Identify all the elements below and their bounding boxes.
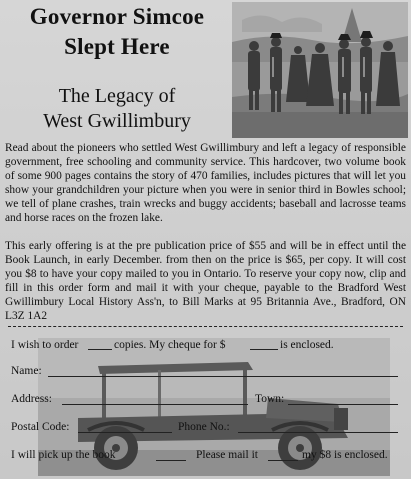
- phone-blank[interactable]: [238, 432, 398, 433]
- mail-blank[interactable]: [268, 460, 298, 461]
- copies-blank[interactable]: [88, 349, 112, 350]
- address-label: Address:: [11, 393, 52, 405]
- phone-label: Phone No.:: [178, 421, 230, 433]
- cheque-amount-blank[interactable]: [250, 349, 278, 350]
- order-prefix-label: I wish to order: [11, 339, 79, 351]
- postal-code-label: Postal Code:: [11, 421, 70, 433]
- mail-label: Please mail it: [196, 449, 258, 461]
- town-label: Town:: [255, 393, 285, 405]
- name-label: Name:: [11, 365, 42, 377]
- subheadline: [6, 84, 228, 134]
- subheadline-line-1: The Legacy of: [58, 85, 176, 107]
- headline-line-1: Governor Simcoe: [29, 4, 205, 29]
- address-blank[interactable]: [62, 404, 248, 405]
- pickup-label: I will pick up the book: [11, 449, 116, 461]
- headline: [6, 2, 228, 62]
- town-blank[interactable]: [288, 404, 398, 405]
- clip-dashed-line: [8, 326, 403, 327]
- order-mid-label: copies. My cheque for $: [114, 339, 226, 351]
- pricing-paragraph: This early offering is at the pre publication price of $55 and will be in effect until the Book Launch, in early December. from then on the price is $65, per copy. It will cost you $8 to have your copy mailed to you in Ontario. To reserve your copy now, clip and fill in this order form and mail it with your cheque, payable to the Bradford West Gwillimbury Local History Ass'n, to Bill Marks at 95 Britannia Ave., Bradford, ON L3Z 1A2: [5, 240, 406, 322]
- name-blank[interactable]: [48, 376, 398, 377]
- order-suffix-label: is enclosed.: [280, 339, 334, 351]
- postal-code-blank[interactable]: [78, 432, 172, 433]
- headline-line-2: Slept Here: [64, 34, 170, 59]
- historical-illustration: [232, 2, 408, 138]
- mail-suffix-label: my $8 is enclosed.: [302, 449, 388, 461]
- intro-paragraph: Read about the pioneers who settled West Gwillimbury and left a legacy of responsible government, free schooling and community service. This hardcover, two volume book of some 900 pages contains the story of 470 families, includes pictures that will let you show your grandchildren your picture when you were in senior third in Bowles school; we tell of plane crashes, train wrecks and buggy accidents; baseball and lacrosse teams and horse races on the frozen lake.: [5, 142, 406, 224]
- pickup-blank[interactable]: [156, 460, 186, 461]
- subheadline-line-2: West Gwillimbury: [43, 110, 191, 132]
